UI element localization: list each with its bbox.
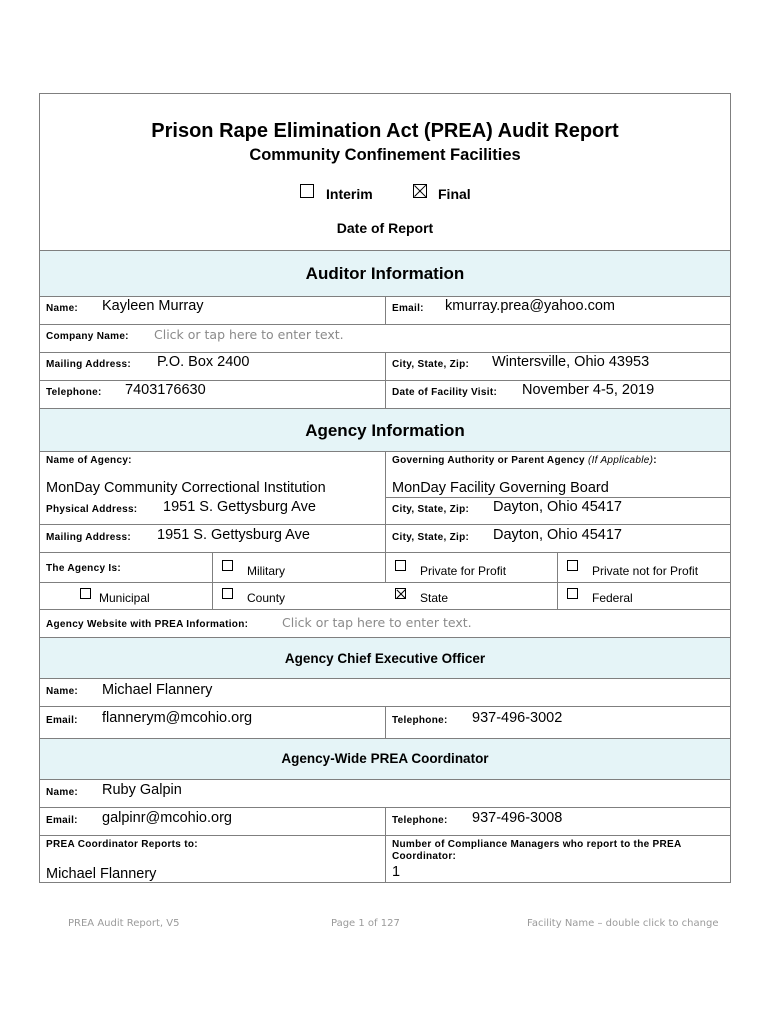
federal-checkbox[interactable] (567, 588, 578, 599)
governing-authority-field[interactable]: MonDay Facility Governing Board (392, 480, 609, 496)
agency-city2-label: City, State, Zip: (392, 532, 470, 543)
reports-to-label: PREA Coordinator Reports to: (46, 839, 198, 850)
auditor-name-label: Name: (46, 303, 79, 314)
private-not-for-profit-checkbox[interactable] (567, 560, 578, 571)
ceo-phone-field[interactable]: 937-496-3002 (472, 710, 563, 726)
auditor-email-field[interactable]: kmurray.prea@yahoo.com (445, 298, 615, 314)
agency-city1-label: City, State, Zip: (392, 504, 470, 515)
coordinator-phone-label: Telephone: (392, 815, 448, 826)
audit-report-form (39, 93, 731, 883)
governing-authority-label: Governing Authority or Parent Agency (If Applicable): (392, 455, 657, 466)
auditor-mailing-label: Mailing Address: (46, 359, 131, 370)
agency-type-label: The Agency Is: (46, 563, 121, 574)
ceo-email-label: Email: (46, 715, 78, 726)
federal-label: Federal (592, 591, 633, 605)
facility-visit-field[interactable]: November 4-5, 2019 (522, 382, 655, 398)
ceo-email-field[interactable]: flannerym@mcohio.org (102, 710, 253, 726)
agency-city1-field[interactable]: Dayton, Ohio 45417 (493, 499, 622, 515)
coordinator-section-heading: Agency-Wide PREA Coordinator (281, 751, 489, 766)
auditor-city-field[interactable]: Wintersville, Ohio 43953 (492, 354, 650, 370)
date-of-report-label: Date of Report (336, 220, 434, 236)
coordinator-email-field[interactable]: galpinr@mcohio.org (102, 810, 232, 826)
coordinator-name-field[interactable]: Ruby Galpin (102, 782, 182, 798)
ceo-phone-label: Telephone: (392, 715, 448, 726)
military-label: Military (247, 564, 285, 578)
auditor-city-label: City, State, Zip: (392, 359, 470, 370)
footer-page-number: Page 1 of 127 (331, 918, 400, 929)
coordinator-name-label: Name: (46, 787, 79, 798)
coordinator-phone-field[interactable]: 937-496-3008 (472, 810, 563, 826)
auditor-section-heading: Auditor Information (305, 264, 465, 283)
interim-checkbox[interactable] (300, 184, 314, 198)
private-not-for-profit-label: Private not for Profit (592, 564, 699, 578)
compliance-managers-label: Number of Compliance Managers who report to the PREA Coordinator: (392, 839, 682, 862)
auditor-name-field[interactable]: Kayleen Murray (102, 298, 204, 314)
company-name-field[interactable]: Click or tap here to enter text. (154, 327, 344, 342)
facility-visit-label: Date of Facility Visit: (392, 387, 498, 398)
ceo-section-heading: Agency Chief Executive Officer (284, 651, 486, 666)
private-for-profit-checkbox[interactable] (395, 560, 406, 571)
agency-city2-field[interactable]: Dayton, Ohio 45417 (493, 527, 622, 543)
coordinator-email-label: Email: (46, 815, 78, 826)
state-label: State (420, 591, 449, 605)
auditor-phone-field[interactable]: 7403176630 (125, 382, 206, 398)
auditor-email-label: Email: (392, 303, 424, 314)
company-name-label: Company Name: (46, 331, 129, 342)
agency-name-label: Name of Agency: (46, 455, 132, 466)
physical-address-field[interactable]: 1951 S. Gettysburg Ave (163, 499, 316, 515)
agency-mailing-field[interactable]: 1951 S. Gettysburg Ave (157, 527, 310, 543)
county-label: County (247, 591, 286, 605)
interim-label: Interim (326, 186, 373, 202)
final-checkbox[interactable] (413, 184, 427, 198)
agency-name-field[interactable]: MonDay Community Correctional Institution (46, 480, 326, 496)
agency-mailing-label: Mailing Address: (46, 532, 131, 543)
auditor-mailing-field[interactable]: P.O. Box 2400 (157, 354, 250, 370)
military-checkbox[interactable] (222, 560, 233, 571)
private-for-profit-label: Private for Profit (420, 564, 507, 578)
reports-to-field[interactable]: Michael Flannery (46, 866, 157, 882)
report-subtitle: Community Confinement Facilities (249, 146, 521, 164)
state-checkbox[interactable] (395, 588, 406, 599)
county-checkbox[interactable] (222, 588, 233, 599)
agency-website-field[interactable]: Click or tap here to enter text. (282, 615, 472, 630)
agency-section-heading: Agency Information (305, 421, 465, 440)
report-title: Prison Rape Elimination Act (PREA) Audit Report (151, 120, 619, 142)
physical-address-label: Physical Address: (46, 504, 138, 515)
agency-website-label: Agency Website with PREA Information: (46, 619, 249, 630)
footer-facility-name[interactable]: Facility Name – double click to change (527, 918, 719, 929)
ceo-name-field[interactable]: Michael Flannery (102, 682, 213, 698)
final-label: Final (438, 186, 471, 202)
auditor-phone-label: Telephone: (46, 387, 102, 398)
municipal-label: Municipal (99, 591, 150, 605)
ceo-name-label: Name: (46, 686, 79, 697)
footer-report-version: PREA Audit Report, V5 (68, 918, 180, 929)
compliance-managers-field[interactable]: 1 (392, 864, 401, 880)
municipal-checkbox[interactable] (80, 588, 91, 599)
